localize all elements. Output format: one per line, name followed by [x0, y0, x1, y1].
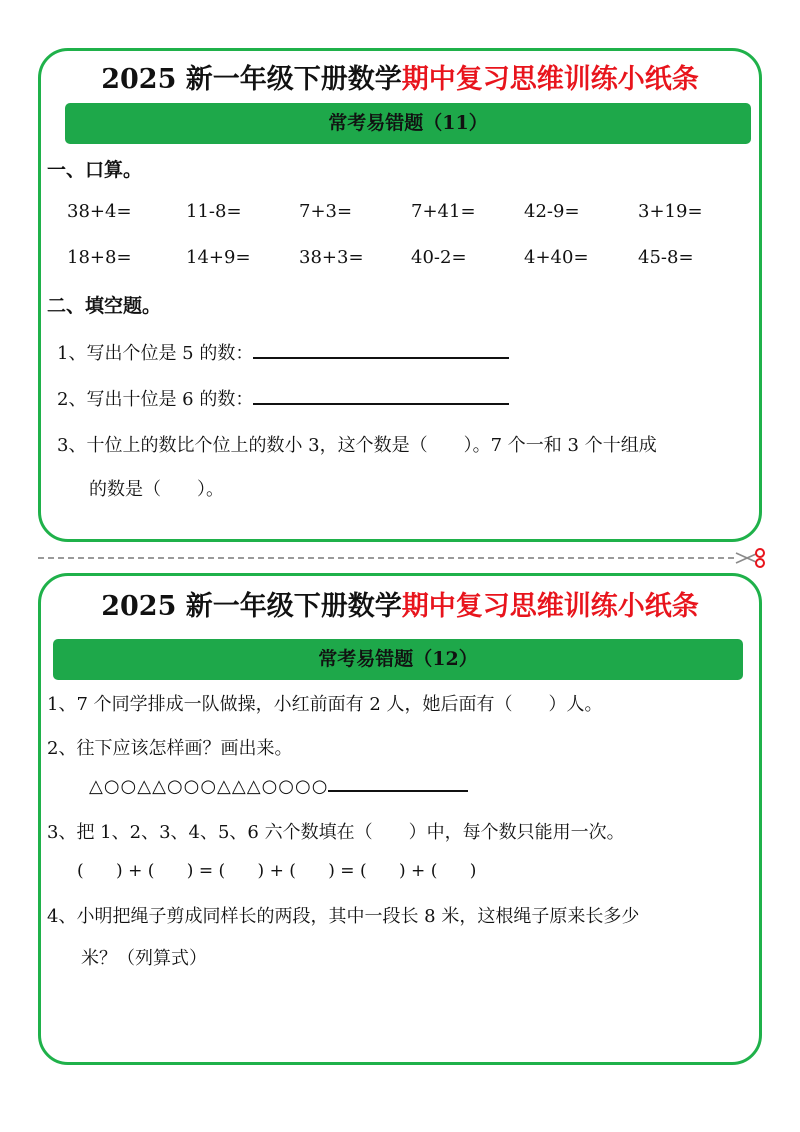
calc-item: 40-2=	[411, 247, 467, 268]
equation-blanks: ( ) + ( ) = ( ) + ( ) = ( ) + ( )	[77, 861, 477, 881]
section-heading-mental-math: 一、口算。	[47, 159, 143, 181]
title-red-part: 期中复习思维训练小纸条	[401, 64, 699, 95]
question-1: 1、7 个同学排成一队做操，小红前面有 2 人，她后面有（ ）人。	[47, 694, 603, 715]
title-red-part: 期中复习思维训练小纸条	[401, 591, 699, 622]
question-4-line-1: 4、小明把绳子剪成同样长的两段，其中一段长 8 米，这根绳子原来长多少	[47, 906, 640, 927]
card-title	[41, 57, 759, 96]
calc-item: 14+9=	[186, 247, 251, 268]
question-4-line-2: 米？（列算式）	[81, 948, 207, 969]
section-banner: 常考易错题（11）	[65, 103, 751, 144]
title-black-part: 2025 新一年级下册数学	[101, 591, 402, 622]
question-text: 2、写出十位是 6 的数：	[57, 389, 254, 410]
question-3-line-2: 的数是（ ）。	[89, 479, 224, 500]
calc-item: 7+41=	[411, 201, 476, 222]
cut-line	[38, 557, 734, 559]
question-text: 1、写出个位是 5 的数：	[57, 343, 254, 364]
calc-item: 3+19=	[638, 201, 703, 222]
title-black-part: 2025 新一年级下册数学	[101, 64, 402, 95]
calc-item: 18+8=	[67, 247, 132, 268]
section-banner: 常考易错题（12）	[53, 639, 743, 680]
question-2: 2、往下应该怎样画？画出来。	[47, 738, 293, 759]
calc-item: 7+3=	[299, 201, 353, 222]
calc-item: 45-8=	[638, 247, 694, 268]
calc-item: 38+3=	[299, 247, 364, 268]
question-1	[57, 339, 509, 365]
answer-blank[interactable]	[253, 343, 509, 359]
shape-pattern	[89, 776, 468, 797]
calc-item: 4+40=	[524, 247, 589, 268]
question-3-line-1: 3、十位上的数比个位上的数小 3，这个数是（ ）。7 个一和 3 个十组成	[57, 435, 657, 456]
worksheet-card-12	[38, 573, 762, 1065]
answer-blank[interactable]	[328, 776, 468, 792]
calc-item: 42-9=	[524, 201, 580, 222]
pattern-shapes: △○○△△○○○△△△○○○○	[89, 776, 329, 797]
calc-item: 11-8=	[186, 201, 242, 222]
question-3: 3、把 1、2、3、4、5、6 六个数填在（ ）中，每个数只能用一次。	[47, 822, 625, 843]
answer-blank[interactable]	[253, 389, 509, 405]
calc-item: 38+4=	[67, 201, 132, 222]
worksheet-card-11	[38, 48, 762, 542]
scissors-icon	[734, 547, 768, 569]
question-2	[57, 385, 509, 411]
card-title	[41, 584, 759, 623]
section-heading-fill-blank: 二、填空题。	[47, 295, 162, 317]
